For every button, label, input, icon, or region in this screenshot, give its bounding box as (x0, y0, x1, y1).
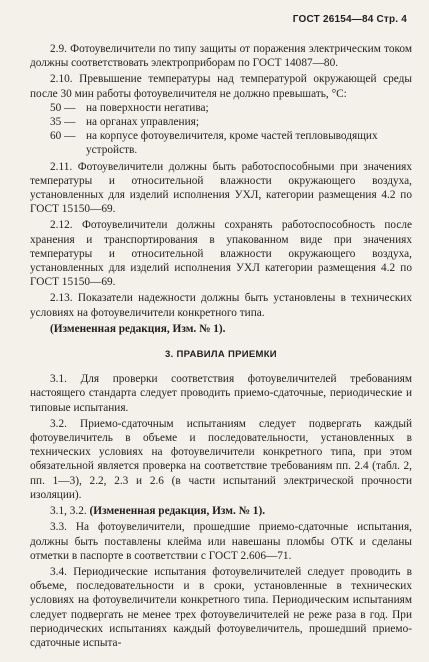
clause-2-12: 2.12. Фотоувеличители должны сохранять работоспособность после хранения и транспортирования в упакованном виде при значениях температуры и относительной влажности окружающего воздуха, установленных для изделий исполнения УХЛ категории размещения 4.2 по ГОСТ 15150—69. (30, 219, 412, 289)
temp-value: 50 — (50, 101, 76, 114)
clause-2-10: 2.10. Превышение температуры над температурой окружающей среды после 30 мин работы фотоувеличителя не должно превышать, °С: (30, 73, 412, 100)
amendment-note-1: (Измененная редакция, Изм. № 1). (50, 322, 226, 335)
temp-text: на корпусе фотоувеличителя, кроме частей тепловыводящих устройств. (86, 130, 378, 157)
temp-value: 35 — (50, 116, 76, 129)
temp-item-3 (30, 129, 412, 157)
amendment-text: (Измененная редакция, Изм. № 1). (89, 505, 266, 518)
clause-2-9: 2.9. Фотоувеличители по типу защиты от поражения электрическим током должны соответствовать электроприборам по ГОСТ 14087—80. (30, 43, 412, 70)
clause-3-2: 3.2. Приемо-сдаточным испытаниям следует подвергать каждый фотоувеличитель в объеме и последовательности, установленных в технических условиях на фотоувеличители конкретного типа, при этом обязательной является проверка на соответствие требованиям пп. 2.4 (табл. 2, пп. 1—3), 2.2, 2.3 и 2.6 (в части испытаний электрической прочности изоляции). (30, 417, 412, 501)
amendment-clauses: 3.1, 3.2. (50, 505, 87, 518)
clause-3-1: 3.1. Для проверки соответствия фотоувеличителей требованиям настоящего стандарта следует проводить приемо-сдаточные, периодические и типовые испытания. (30, 373, 412, 414)
temp-item-1 (30, 101, 412, 115)
temp-value: 60 — (50, 130, 76, 143)
document-body (30, 42, 412, 650)
clause-3-4: 3.4. Периодические испытания фотоувеличителей следует проводить в объеме, последовательности и в сроки, установленные в технических условиях на фотоувеличители конкретного типа. Периодическим испытаниям следует подвергать не менее трех фотоувеличителей не реже раза в год. При периодических испытаниях каждый фотоувеличитель, прошедший приемо-сдаточные испыта- (30, 565, 412, 649)
clause-2-13: 2.13. Показатели надежности должны быть установлены в технических условиях на фотоувеличители конкретного типа. (30, 292, 412, 319)
section-title: 3. ПРАВИЛА ПРИЕМКИ (165, 349, 277, 361)
clause-3-3: 3.3. На фотоувеличители, прошедшие приемо-сдаточные испытания, должны быть поставлены клейма или навешаны пломбы ОТК и сделаны отметки в паспорте в соответствии с ГОСТ 2.606—71. (30, 521, 412, 562)
page-header: ГОСТ 26154—84 Стр. 4 (292, 14, 407, 25)
temp-text: на поверхности негатива; (86, 101, 209, 114)
amendment-note-2 (30, 504, 412, 518)
temp-text: на органах управления; (86, 116, 199, 129)
clause-2-11: 2.11. Фотоувеличители должны быть работоспособными при значениях температуры и относительной влажности окружающего воздуха, установленных для изделий исполнения УХЛ, категории размещения 4.2 по ГОСТ 15150—69. (30, 160, 412, 216)
temp-item-2 (30, 115, 412, 129)
